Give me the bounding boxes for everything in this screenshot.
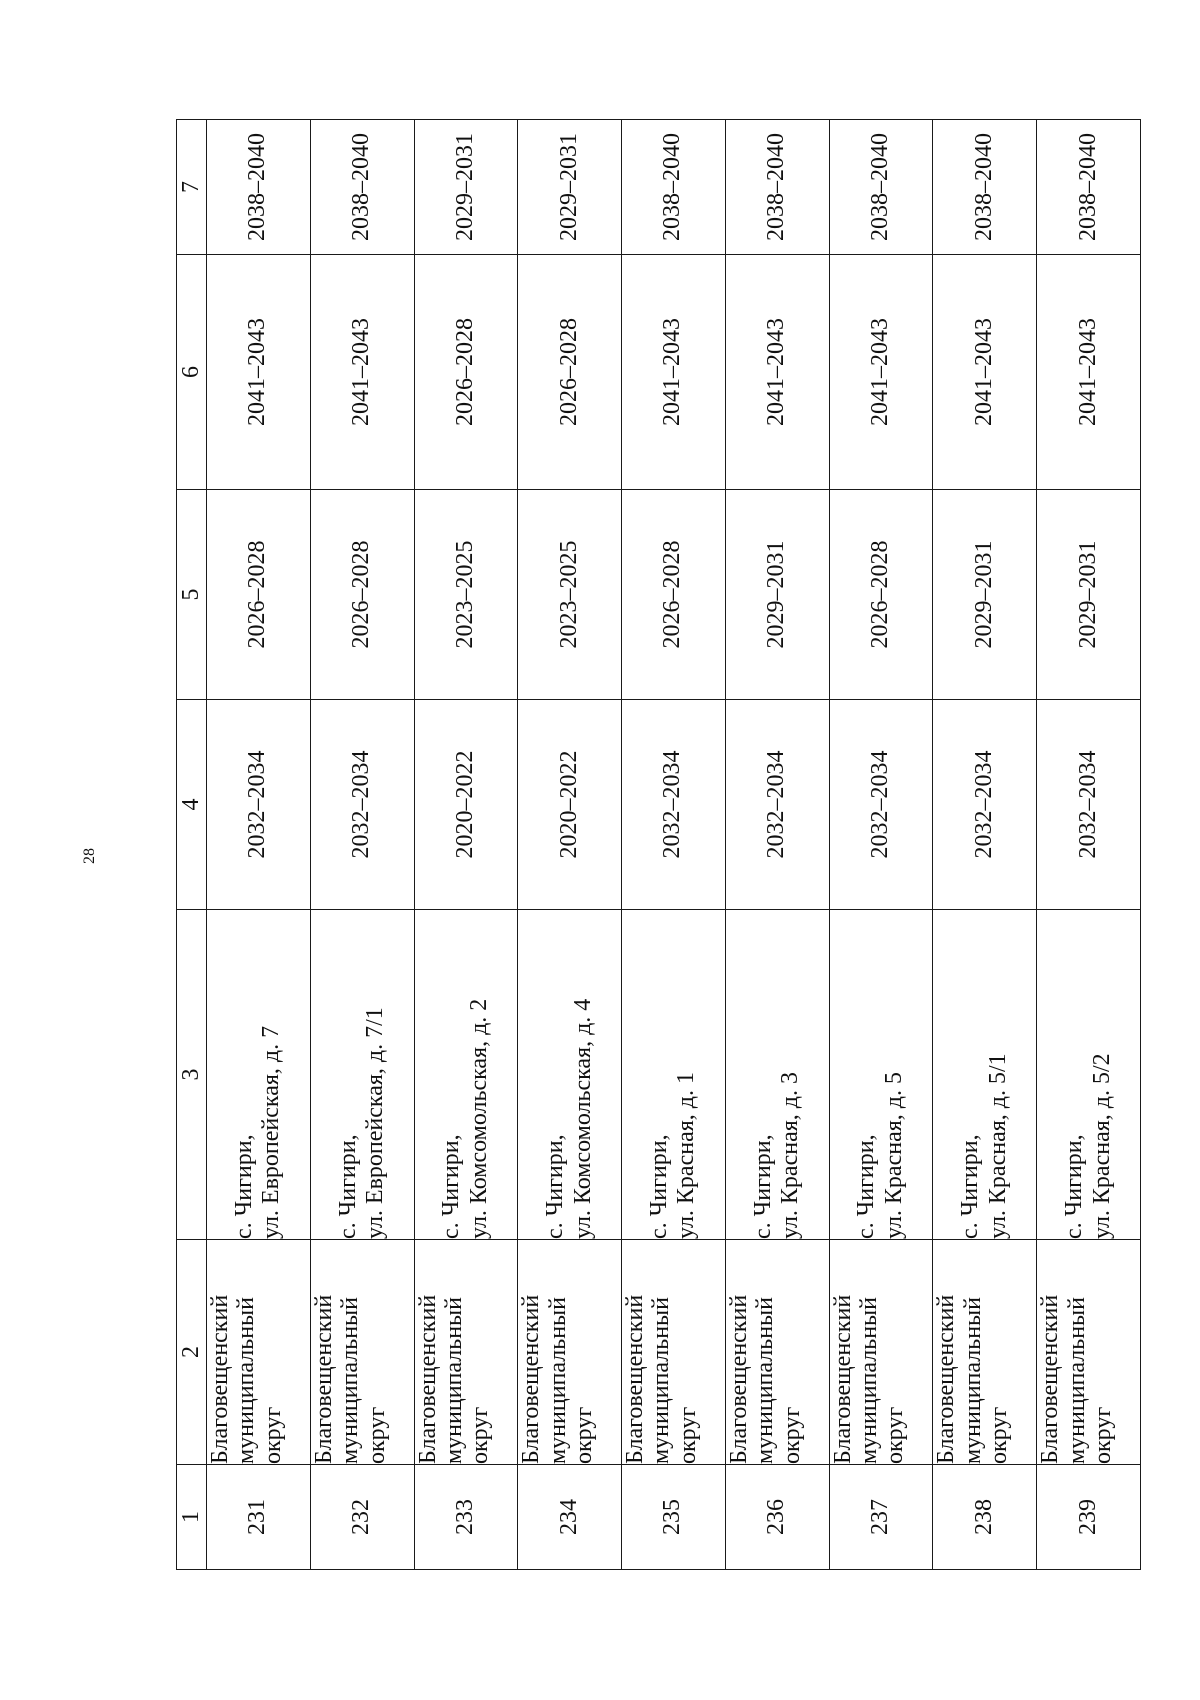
column-header-3: 3	[177, 910, 207, 1240]
address-line: с. Чигири,	[334, 1134, 361, 1239]
table-row	[1037, 120, 1141, 1570]
row-number-cell: 236	[725, 1465, 829, 1570]
address-cell	[414, 910, 518, 1240]
column-header-1: 1	[177, 1465, 207, 1570]
district-line: Благовещенский	[829, 1294, 856, 1464]
district-cell	[207, 1240, 311, 1465]
address-line: ул. Европейская, д. 7	[258, 1025, 285, 1239]
column-header-2: 2	[177, 1240, 207, 1465]
address-line: ул. Комсомольская, д. 4	[569, 998, 596, 1239]
address-line: ул. Красная, д. 5/2	[1088, 1053, 1115, 1239]
district-line: округ	[986, 1406, 1013, 1464]
period-cell-c7: 2029–2031	[414, 120, 518, 255]
period-cell-c4: 2032–2034	[725, 700, 829, 910]
address-line: ул. Красная, д. 5/1	[984, 1053, 1011, 1239]
district-cell	[518, 1240, 622, 1465]
period-cell-c4: 2032–2034	[1037, 700, 1141, 910]
address-line: с. Чигири,	[749, 1134, 776, 1239]
period-cell-c5: 2026–2028	[310, 490, 414, 700]
district-cell	[933, 1240, 1037, 1465]
period-cell-c6: 2041–2043	[725, 255, 829, 490]
address-line: с. Чигири,	[853, 1134, 880, 1239]
district-line: муниципальный	[544, 1296, 571, 1464]
district-cell	[310, 1240, 414, 1465]
district-line: Благовещенский	[310, 1294, 337, 1464]
district-line: округ	[467, 1406, 494, 1464]
address-cell	[1037, 910, 1141, 1240]
column-header-6: 6	[177, 255, 207, 490]
table-body	[207, 120, 1141, 1570]
row-number-cell: 231	[207, 1465, 311, 1570]
period-cell-c7: 2038–2040	[207, 120, 311, 255]
address-cell	[310, 910, 414, 1240]
address-line: ул. Комсомольская, д. 2	[465, 998, 492, 1239]
district-line: Благовещенский	[725, 1294, 752, 1464]
district-line: Благовещенский	[1037, 1294, 1064, 1464]
row-number-cell: 233	[414, 1465, 518, 1570]
period-cell-c6: 2041–2043	[622, 255, 726, 490]
address-cell	[622, 910, 726, 1240]
period-cell-c5: 2026–2028	[622, 490, 726, 700]
row-number-cell: 234	[518, 1465, 622, 1570]
period-cell-c5: 2023–2025	[518, 490, 622, 700]
district-line: муниципальный	[648, 1296, 675, 1464]
period-cell-c4: 2032–2034	[310, 700, 414, 910]
period-cell-c4: 2032–2034	[622, 700, 726, 910]
district-line: Благовещенский	[933, 1294, 960, 1464]
period-cell-c7: 2038–2040	[310, 120, 414, 255]
period-cell-c6: 2041–2043	[933, 255, 1037, 490]
address-line: ул. Красная, д. 1	[673, 1072, 700, 1239]
district-cell	[829, 1240, 933, 1465]
table-row	[622, 120, 726, 1570]
address-cell	[829, 910, 933, 1240]
district-line: округ	[363, 1406, 390, 1464]
district-line: округ	[882, 1406, 909, 1464]
district-cell	[1037, 1240, 1141, 1465]
period-cell-c4: 2020–2022	[414, 700, 518, 910]
period-cell-c6: 2026–2028	[414, 255, 518, 490]
period-cell-c6: 2041–2043	[310, 255, 414, 490]
period-cell-c5: 2029–2031	[725, 490, 829, 700]
period-cell-c7: 2038–2040	[829, 120, 933, 255]
address-cell	[933, 910, 1037, 1240]
period-cell-c5: 2029–2031	[933, 490, 1037, 700]
district-line: округ	[571, 1406, 598, 1464]
page-number: 28	[81, 848, 98, 864]
row-number-cell: 239	[1037, 1465, 1141, 1570]
district-line: Благовещенский	[207, 1294, 233, 1464]
row-number-cell: 238	[933, 1465, 1037, 1570]
period-cell-c5: 2029–2031	[1037, 490, 1141, 700]
table-row	[310, 120, 414, 1570]
district-line: Благовещенский	[414, 1294, 441, 1464]
period-cell-c4: 2032–2034	[829, 700, 933, 910]
district-line: муниципальный	[752, 1296, 779, 1464]
district-line: округ	[1089, 1406, 1116, 1464]
column-header-5: 5	[177, 490, 207, 700]
table-row	[518, 120, 622, 1570]
period-cell-c4: 2032–2034	[933, 700, 1037, 910]
district-line: муниципальный	[959, 1296, 986, 1464]
district-line: Благовещенский	[622, 1294, 649, 1464]
housing-schedule-table	[176, 119, 1141, 1570]
district-line: муниципальный	[1063, 1296, 1090, 1464]
period-cell-c5: 2026–2028	[829, 490, 933, 700]
district-line: муниципальный	[855, 1296, 882, 1464]
district-cell	[414, 1240, 518, 1465]
address-line: ул. Красная, д. 5	[880, 1072, 907, 1239]
address-line: с. Чигири,	[230, 1134, 257, 1239]
row-number-cell: 237	[829, 1465, 933, 1570]
column-header-4: 4	[177, 700, 207, 910]
address-line: с. Чигири,	[542, 1134, 569, 1239]
period-cell-c7: 2038–2040	[1037, 120, 1141, 255]
district-line: округ	[259, 1406, 286, 1464]
period-cell-c5: 2023–2025	[414, 490, 518, 700]
column-header-7: 7	[177, 120, 207, 255]
address-line: ул. Европейская, д. 7/1	[362, 1007, 389, 1239]
table-row	[725, 120, 829, 1570]
period-cell-c4: 2032–2034	[207, 700, 311, 910]
address-line: с. Чигири,	[957, 1134, 984, 1239]
district-line: муниципальный	[233, 1296, 260, 1464]
table-header-row	[177, 120, 207, 1570]
period-cell-c6: 2041–2043	[1037, 255, 1141, 490]
period-cell-c7: 2038–2040	[933, 120, 1037, 255]
district-line: Благовещенский	[518, 1294, 545, 1464]
district-line: округ	[778, 1406, 805, 1464]
district-line: округ	[674, 1406, 701, 1464]
address-line: с. Чигири,	[645, 1134, 672, 1239]
table-row	[207, 120, 311, 1570]
table-row	[933, 120, 1037, 1570]
address-line: с. Чигири,	[438, 1134, 465, 1239]
district-line: муниципальный	[440, 1296, 467, 1464]
period-cell-c4: 2020–2022	[518, 700, 622, 910]
table-rotated-container	[176, 120, 1141, 1570]
table-row	[414, 120, 518, 1570]
row-number-cell: 232	[310, 1465, 414, 1570]
address-line: ул. Красная, д. 3	[777, 1072, 804, 1239]
period-cell-c7: 2029–2031	[518, 120, 622, 255]
period-cell-c6: 2026–2028	[518, 255, 622, 490]
period-cell-c5: 2026–2028	[207, 490, 311, 700]
district-line: муниципальный	[337, 1296, 364, 1464]
district-cell	[725, 1240, 829, 1465]
period-cell-c7: 2038–2040	[725, 120, 829, 255]
address-line: с. Чигири,	[1060, 1134, 1087, 1239]
address-cell	[207, 910, 311, 1240]
row-number-cell: 235	[622, 1465, 726, 1570]
address-cell	[518, 910, 622, 1240]
table-row	[829, 120, 933, 1570]
district-cell	[622, 1240, 726, 1465]
period-cell-c7: 2038–2040	[622, 120, 726, 255]
period-cell-c6: 2041–2043	[207, 255, 311, 490]
period-cell-c6: 2041–2043	[829, 255, 933, 490]
address-cell	[725, 910, 829, 1240]
